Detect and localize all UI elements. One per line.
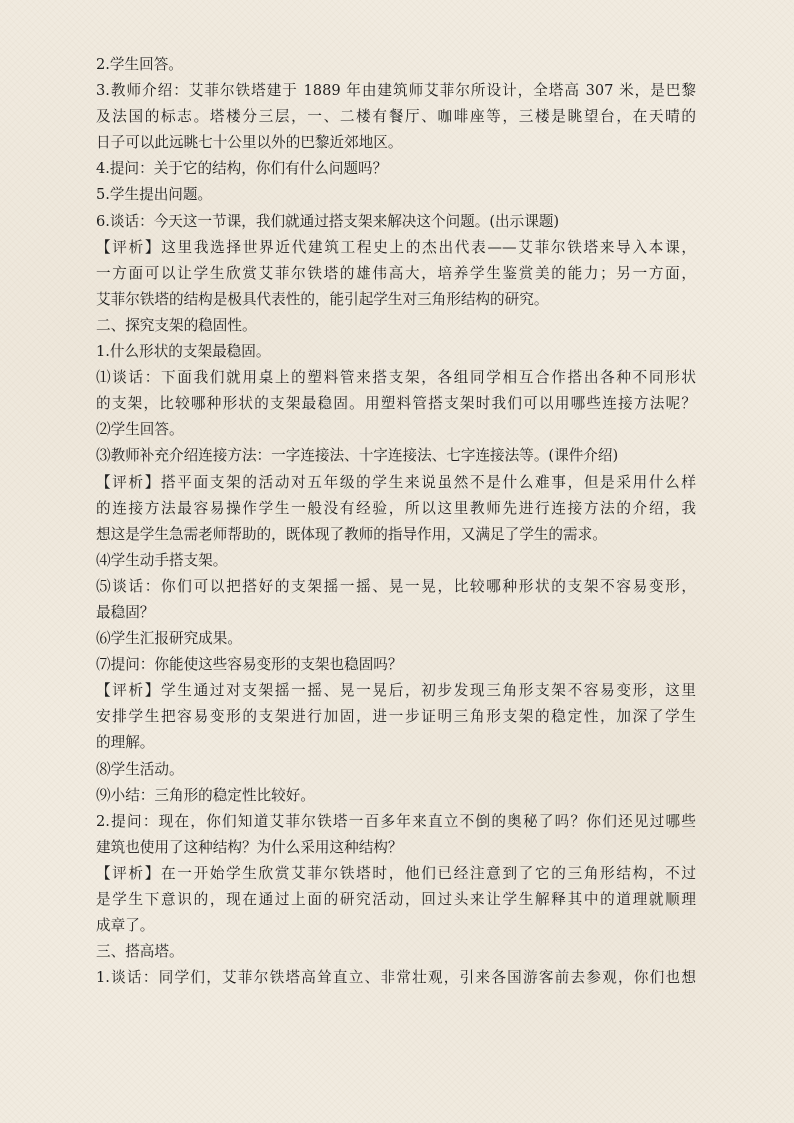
text-line: 最稳固？: [96, 603, 155, 621]
text-line: 【评析】在一开始学生欣赏艾菲尔铁塔时，他们已经注意到了它的三角形结构，不过: [96, 864, 696, 882]
text-line: 5.学生提出问题。: [96, 186, 213, 204]
text-line: ⑷学生动手搭支架。: [96, 551, 228, 569]
text-line: ⑵学生回答。: [96, 421, 184, 439]
text-line: 2.学生回答。: [96, 56, 183, 73]
text-line: 想这是学生急需老师帮助的，既体现了教师的指导作用，又满足了学生的需求。: [96, 525, 607, 543]
text-line: 1.谈话：同学们，艾菲尔铁塔高耸直立、非常壮观，引来各国游客前去参观，你们也想: [96, 969, 696, 987]
text-line: 【评析】学生通过对支架摇一摇、晃一晃后，初步发现三角形支架不容易变形，这里: [96, 682, 696, 700]
text-line: 的理解。: [96, 734, 155, 752]
text-line: 3.教师介绍：艾菲尔铁塔建于 1889 年由建筑师艾菲尔所设计，全塔高 307 米，是巴黎: [96, 82, 696, 100]
text-line: 艾菲尔铁塔的结构是极具代表性的，能引起学生对三角形结构的研究。: [96, 290, 549, 308]
text-line: 安排学生把容易变形的支架进行加固，进一步证明三角形支架的稳定性，加深了学生: [96, 708, 696, 726]
text-line: 一方面可以让学生欣赏艾菲尔铁塔的雄伟高大，培养学生鉴赏美的能力；另一方面，: [96, 264, 696, 282]
text-line: 三、搭高塔。: [96, 943, 184, 961]
text-line: ⑴谈话：下面我们就用桌上的塑料管来搭支架，各组同学相互合作搭出各种不同形状: [96, 369, 696, 387]
text-line: 及法国的标志。塔楼分三层，一、二楼有餐厅、咖啡座等，三楼是眺望台，在天晴的: [96, 108, 696, 126]
text-line: 【评析】搭平面支架的活动对五年级的学生来说虽然不是什么难事，但是采用什么样: [96, 473, 696, 491]
text-line: 2.提问：现在，你们知道艾菲尔铁塔一百多年来直立不倒的奥秘了吗？你们还见过哪些: [96, 812, 696, 830]
text-line: 6.谈话：今天这一节课，我们就通过搭支架来解决这个问题。(出示课题): [96, 212, 560, 230]
text-line: ⑹学生汇报研究成果。: [96, 630, 242, 648]
text-line: 建筑也使用了这种结构？为什么采用这种结构？: [96, 838, 403, 856]
text-line: ⑼小结：三角形的稳定性比较好。: [96, 786, 315, 804]
text-line: ⑺提问：你能使这些容易变形的支架也稳固吗？: [96, 656, 403, 674]
text-line: 的支架，比较哪种形状的支架最稳固。用塑料管搭支架时我们可以用哪些连接方法呢？: [96, 395, 696, 413]
text-line: 【评析】这里我选择世界近代建筑工程史上的杰出代表——艾菲尔铁塔来导入本课，: [96, 238, 696, 256]
text-line: 4.提问：关于它的结构，你们有什么问题吗？: [96, 160, 388, 178]
text-line: ⑶教师补充介绍连接方法：一字连接法、十字连接法、七字连接法等。(课件介绍): [96, 447, 619, 465]
text-line: 二、探究支架的稳固性。: [96, 316, 257, 334]
text-line: 1.什么形状的支架最稳固。: [96, 343, 271, 361]
text-line: 日子可以此远眺七十公里以外的巴黎近郊地区。: [96, 134, 403, 152]
text-line: 是学生下意识的，现在通过上面的研究活动，回过头来让学生解释其中的道理就顺理: [96, 891, 696, 908]
text-line: 的连接方法最容易操作学生一般没有经验，所以这里教师先进行连接方法的介绍，我: [96, 499, 696, 517]
text-line: 成章了。: [96, 917, 155, 935]
text-line: ⑻学生活动。: [96, 760, 184, 778]
text-line: ⑸谈话：你们可以把搭好的支架摇一摇、晃一晃，比较哪种形状的支架不容易变形，: [96, 577, 696, 595]
